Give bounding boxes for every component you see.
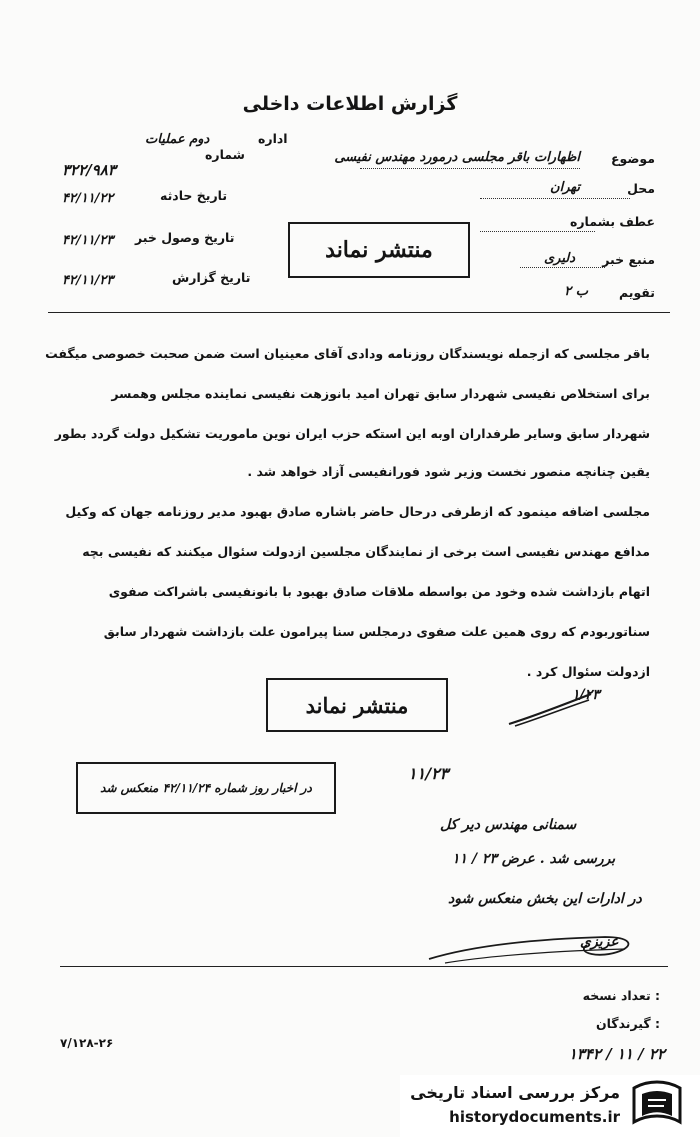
date-mark-1: ۱/۲۳ [572, 687, 600, 703]
source-label: منبع خبر [602, 252, 655, 267]
news-note-text: در اخبار روز شماره ۴۲/۱۱/۲۴ منعکس شد [100, 781, 312, 795]
ref-dotted-line [480, 231, 595, 232]
handwritten-note-line: سمنانی مهندس دیر کل [440, 817, 577, 833]
body-line: اتهام بازداشت شده وخود من بواسطه ملاقات صادق بهبود با بانونفیسی باشراکت صفوی [108, 584, 650, 599]
footer-divider [60, 966, 668, 967]
source-dotted-line [520, 267, 605, 268]
news-note-box [76, 762, 336, 814]
body-line: باقر مجلسی که ازجمله نویسندگان روزنامه ودادی آقای معینیان است ضمن صحبت خصوصی میگفت [45, 346, 650, 361]
header-divider [48, 312, 670, 313]
subject-label: موضوع [610, 151, 655, 166]
archive-logo-icon [630, 1078, 684, 1130]
number-label: شماره [205, 147, 245, 162]
copies-label: تعداد نسخه : [582, 988, 660, 1003]
source-value: دلیری [543, 251, 575, 266]
document-title: گزارش اطلاعات داخلی [242, 93, 458, 115]
incident-date-value: ۴۲/۱۱/۲۲ [62, 191, 114, 206]
subject-value: اظهارات باقر مجلسی درمورد مهندس نفیسی [334, 150, 580, 165]
calendar-value: ب ۲ [564, 284, 588, 299]
incident-date-label: تاریخ حادثه [160, 188, 228, 203]
handwritten-note-line: در ادارات این بخش منعکس شود [448, 891, 642, 907]
subject-dotted-line [360, 168, 580, 169]
dept-label: اداره [258, 131, 288, 146]
report-date-value: ۴۲/۱۱/۲۳ [62, 273, 114, 288]
body-line: برای استخلاص نفیسی شهردار سابق تهران امید بانوزهت نفیسی نماینده مجلس وهمسر [111, 386, 650, 401]
slash-mark [505, 690, 595, 730]
ref-label: عطف بشماره [569, 214, 655, 229]
body-line: مجلسی اضافه مینمود که ازطرفی درحال حاضر باشاره صادق بهبود مدیر روزنامه جهان که وکیل [65, 504, 650, 519]
received-date-value: ۴۲/۱۱/۲۳ [62, 233, 114, 248]
date-mark-2: ۱۱/۲۳ [408, 764, 449, 783]
body-line: سناتوربودم که روی همین علت صفوی درمجلس سنا پیرامون علت بازداشت شهردار سابق [103, 624, 650, 639]
place-dotted-line [480, 198, 630, 199]
archive-code: ۷/۱۲۸-۲۶ [60, 1036, 114, 1050]
calendar-label: تقویم [618, 285, 655, 300]
body-line: ازدولت سئوال کرد . [526, 664, 650, 679]
place-value: تهران [550, 180, 580, 195]
classification-stamp-2-text: منتشر نماند [305, 692, 409, 718]
number-value: ۳۲۲/۹۸۳ [62, 161, 116, 179]
recipients-label: گیرندگان : [595, 1016, 660, 1031]
classification-stamp [288, 222, 470, 278]
received-date-label: تاریخ وصول خبر [135, 230, 235, 245]
signature-text: عزیزی [580, 934, 619, 950]
report-date-label: تاریخ گزارش [172, 270, 251, 285]
classification-stamp-text: منتشر نماند [325, 237, 433, 263]
classification-stamp-2 [266, 678, 448, 732]
archive-date: ۱۳۴۲ / ۱۱ / ۲۲ [568, 1045, 665, 1063]
body-line: شهردار سابق وسایر طرفداران اوبه این استکه حزب ایران نوین ماموریت تشکیل دولت گردد بطور [54, 426, 650, 441]
place-label: محل [627, 181, 655, 196]
handwritten-note-line: بررسی شد . عرض ۲۳ / ۱۱ [452, 851, 616, 867]
dept-value: دوم عملیات [145, 132, 210, 147]
watermark-site-name: مرکز بررسی اسناد تاریخی [410, 1083, 620, 1102]
body-line: یقین چنانچه منصور نخست وزیر شود فورانفیسی آزاد خواهد شد . [247, 464, 650, 479]
watermark-url: historydocuments.ir [449, 1108, 620, 1126]
body-line: مدافع مهندس نفیسی است برخی از نمایندگان مجلسین ازدولت سئوال میکنند که نفیسی بچه [82, 544, 650, 559]
